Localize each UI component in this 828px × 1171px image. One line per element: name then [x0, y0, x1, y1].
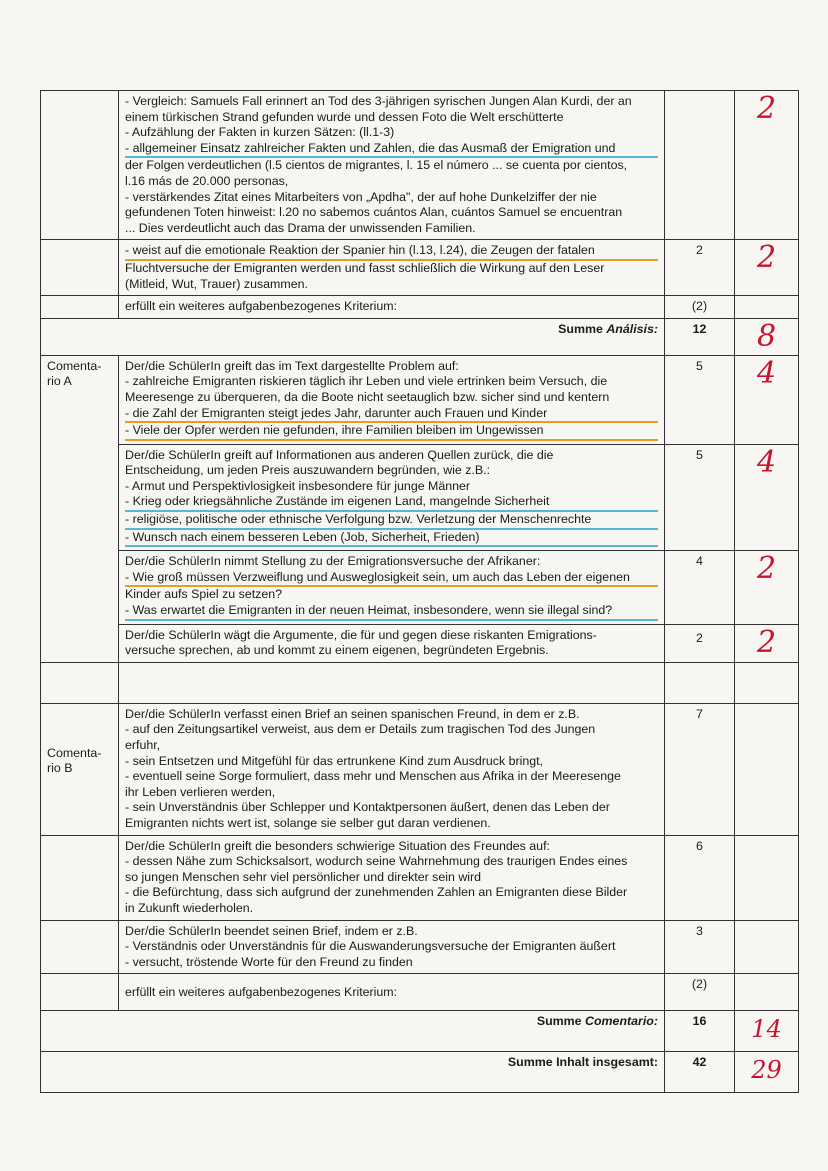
text-line: - Armut und Perspektivlosigkeit insbesondere für junge Männer: [125, 478, 471, 493]
text-line: Der/die SchülerIn greift die besonders schwierige Situation des Freundes auf:: [125, 838, 550, 853]
handwritten-grade: 2: [756, 240, 777, 276]
points-cell: 2: [665, 240, 735, 296]
text-line: - Vergleich: Samuels Fall erinnert an Tod des 3-jährigen syrischen Jungen Alan Kurdi, der an: [125, 94, 632, 108]
text-line: Der/die SchülerIn verfasst einen Brief an seinen spanischen Freund, in dem er z.B.: [125, 706, 580, 721]
text-line: Der/die SchülerIn greift auf Informationen aus anderen Quellen zurück, die die: [125, 447, 554, 462]
grade-cell: [735, 835, 799, 920]
grade-cell: [735, 318, 799, 355]
criteria-cell: [119, 355, 665, 444]
sum-prefix: Summe: [558, 321, 607, 336]
section-label: [41, 703, 119, 835]
handwritten-grade: 29: [751, 1056, 782, 1085]
grade-cell: [735, 920, 799, 974]
text-line: Meeresenge zu überqueren, da die Boote nicht seetauglich bzw. sicher sind und kentern: [125, 389, 610, 404]
empty-cell: [119, 662, 665, 703]
text-line: - Krieg oder kriegsähnliche Zustände im eigenen Land, mangelnde Sicherheit: [125, 494, 658, 512]
text-line: - dessen Nähe zum Schicksalsort, wodurch seine Wahrnehmung des traurigen Endes eines: [125, 854, 628, 869]
text-line: ihr Leben verlieren werden,: [125, 784, 276, 799]
sum-label-cell: [41, 1011, 665, 1052]
empty-cell: [735, 662, 799, 703]
grade-cell: [735, 296, 799, 319]
text-line: in Zukunft wiederholen.: [125, 900, 254, 915]
section-label: [41, 355, 119, 662]
grade-cell: [735, 240, 799, 296]
comentario-a-row-2: [41, 444, 799, 551]
text-line: - sein Unverständnis über Schlepper und Kontaktpersonen äußert, denen das Leben der: [125, 800, 610, 815]
points-cell: 5: [665, 444, 735, 551]
text-line: Der/die SchülerIn beendet seinen Brief, indem er z.B.: [125, 923, 418, 938]
comentario-b-row-3: [41, 920, 799, 974]
text-line: - weist auf die emotionale Reaktion der Spanier hin (l.13, l.24), die Zeugen der fatalen: [125, 243, 658, 261]
grade-cell: [735, 1052, 799, 1093]
criteria-cell: erfüllt ein weiteres aufgabenbezogenes Kriterium:: [119, 974, 665, 1011]
sum-prefix: Summe: [536, 1014, 586, 1029]
label-cell: [41, 296, 119, 319]
text-line: - Verständnis oder Unverständnis für die Auswanderungsversuche der Emigranten äußert: [125, 939, 616, 954]
text-line: - allgemeiner Einsatz zahlreicher Fakten und Zahlen, die das Ausmaß der Emigration und: [125, 141, 658, 159]
criteria-cell: [119, 703, 665, 835]
text-line: versuche sprechen, ab und kommt zu einem eigenen, begründeten Ergebnis.: [125, 643, 549, 658]
comentario-b-extra-row: [41, 974, 799, 1011]
label-cell: [41, 835, 119, 920]
empty-row: [41, 662, 799, 703]
points-cell: (2): [665, 296, 735, 319]
sum-analisis-row: [41, 318, 799, 355]
text-line: so jungen Menschen sehr viel persönlicher und direkter sein wird: [125, 869, 482, 884]
grade-cell: [735, 91, 799, 240]
text-line: l.16 más de 20.000 personas,: [125, 173, 289, 188]
points-cell: (2): [665, 974, 735, 1011]
criteria-cell: [119, 91, 665, 240]
text-line: Der/die SchülerIn wägt die Argumente, die für und gegen diese riskanten Emigrations-: [125, 627, 597, 642]
grade-cell: [735, 624, 799, 662]
text-line: - die Befürchtung, dass sich aufgrund der zunehmenden Zahlen an Emigranten diese Bilder: [125, 885, 628, 900]
grading-table: [40, 90, 799, 1093]
points-cell: 42: [665, 1052, 735, 1093]
label-cell: [41, 91, 119, 240]
text-line: - verstärkendes Zitat eines Mitarbeiters von „Apdha", der auf hohe Dunkelziffer der nie: [125, 189, 597, 204]
text-line: gefundenen Toten hinweist: l.20 no sabemos cuántos Alan, cuántos Samuel se encuentran: [125, 205, 623, 220]
criteria-cell: [119, 624, 665, 662]
text-line: - die Zahl der Emigranten steigt jedes Jahr, darunter auch Frauen und Kinder: [125, 406, 658, 424]
handwritten-grade: 4: [756, 444, 777, 480]
grade-cell: [735, 355, 799, 444]
handwritten-grade: 2: [756, 551, 777, 587]
label-cell: [41, 974, 119, 1011]
criteria-cell: [119, 835, 665, 920]
points-cell: 2: [665, 624, 735, 662]
text-line: - versucht, tröstende Worte für den Freund zu finden: [125, 954, 413, 969]
criteria-cell: [119, 240, 665, 296]
text-line: Der/die SchülerIn nimmt Stellung zu der Emigrationsversuche der Afrikaner:: [125, 554, 541, 569]
handwritten-grade: 8: [756, 318, 777, 354]
section-label-line: rio B: [47, 761, 73, 776]
text-line: - eventuell seine Sorge formuliert, dass mehr und Menschen aus Afrika in der Meeresenge: [125, 769, 621, 784]
grade-cell: [735, 703, 799, 835]
text-line: Kinder aufs Spiel zu setzen?: [125, 587, 283, 602]
empty-cell: [41, 662, 119, 703]
grade-cell: [735, 974, 799, 1011]
sum-label: Análisis:: [606, 321, 658, 336]
text-line: Fluchtversuche der Emigranten werden und fasst schließlich die Wirkung auf den Leser: [125, 260, 605, 275]
handwritten-grade: 14: [751, 1015, 782, 1044]
handwritten-grade: 4: [756, 355, 777, 391]
points-cell: [665, 91, 735, 240]
points-cell: 12: [665, 318, 735, 355]
analisis-row-2: [41, 240, 799, 296]
analisis-row-1: [41, 91, 799, 240]
text-line: der Folgen verdeutlichen (l.5 cientos de migrantes, l. 15 el número ... se cuenta por cientos,: [125, 158, 628, 173]
text-line: Emigranten nichts wert ist, solange sie selber gut daran verdienen.: [125, 815, 491, 830]
comentario-b-row-1: [41, 703, 799, 835]
points-cell: 6: [665, 835, 735, 920]
criteria-cell: [119, 920, 665, 974]
handwritten-grade: 2: [756, 91, 777, 126]
sum-comentario-row: [41, 1011, 799, 1052]
empty-cell: [665, 662, 735, 703]
points-cell: 16: [665, 1011, 735, 1052]
grade-cell: [735, 444, 799, 551]
text-line: Der/die SchülerIn greift das im Text dargestellte Problem auf:: [125, 358, 459, 373]
points-cell: 5: [665, 355, 735, 444]
comentario-a-row-3: [41, 551, 799, 624]
sum-label: Comentario:: [585, 1014, 658, 1029]
sum-label-cell: Summe Inhalt insgesamt:: [41, 1052, 665, 1093]
comentario-b-row-2: [41, 835, 799, 920]
section-label-line: Comenta-: [47, 745, 102, 760]
text-line: einem türkischen Strand gefunden wurde und dessen Foto die Welt erschütterte: [125, 109, 564, 124]
section-label-line: Comenta-: [47, 358, 102, 373]
criteria-cell: erfüllt ein weiteres aufgabenbezogenes Kriterium:: [119, 296, 665, 319]
text-line: - Viele der Opfer werden nie gefunden, ihre Familien bleiben im Ungewissen: [125, 423, 658, 441]
sum-label-cell: [41, 318, 665, 355]
criteria-cell: [119, 444, 665, 551]
text-line: - Was erwartet die Emigranten in der neuen Heimat, insbesondere, wenn sie illegal sind?: [125, 603, 658, 621]
text-line: - Wie groß müssen Verzweiflung und Ausweglosigkeit sein, um auch das Leben der eigenen: [125, 570, 658, 588]
analisis-extra-row: [41, 296, 799, 319]
grade-cell: [735, 551, 799, 624]
text-line: - zahlreiche Emigranten riskieren täglich ihr Leben und viele ertrinken beim Versuch, die: [125, 374, 608, 389]
section-label-line: rio A: [47, 374, 72, 389]
points-cell: 4: [665, 551, 735, 624]
grade-cell: [735, 1011, 799, 1052]
points-cell: 7: [665, 703, 735, 835]
criteria-cell: [119, 551, 665, 624]
text-line: - auf den Zeitungsartikel verweist, aus dem er Details zum tragischen Tod des Jungen: [125, 722, 596, 737]
text-line: - Aufzählung der Fakten in kurzen Sätzen: (ll.1-3): [125, 125, 395, 140]
comentario-a-row-4: [41, 624, 799, 662]
text-line: erfuhr,: [125, 738, 161, 752]
grading-sheet: [40, 90, 798, 1093]
text-line: - sein Entsetzen und Mitgefühl für das ertrunkene Kind zum Ausdruck bringt,: [125, 753, 544, 768]
sum-total-row: [41, 1052, 799, 1093]
text-line: - Wunsch nach einem besseren Leben (Job, Sicherheit, Frieden): [125, 530, 658, 548]
handwritten-grade: 2: [756, 624, 777, 660]
text-line: (Mitleid, Wut, Trauer) zusammen.: [125, 276, 308, 291]
label-cell: [41, 240, 119, 296]
text-line: Entscheidung, um jeden Preis auszuwandern begründen, wie z.B.:: [125, 463, 491, 478]
label-cell: [41, 920, 119, 974]
text-line: - religiöse, politische oder ethnische Verfolgung bzw. Verletzung der Menschenrechte: [125, 512, 658, 530]
comentario-a-row-1: [41, 355, 799, 444]
points-cell: 3: [665, 920, 735, 974]
text-line: ... Dies verdeutlicht auch das Drama der unwissenden Familien.: [125, 220, 476, 235]
